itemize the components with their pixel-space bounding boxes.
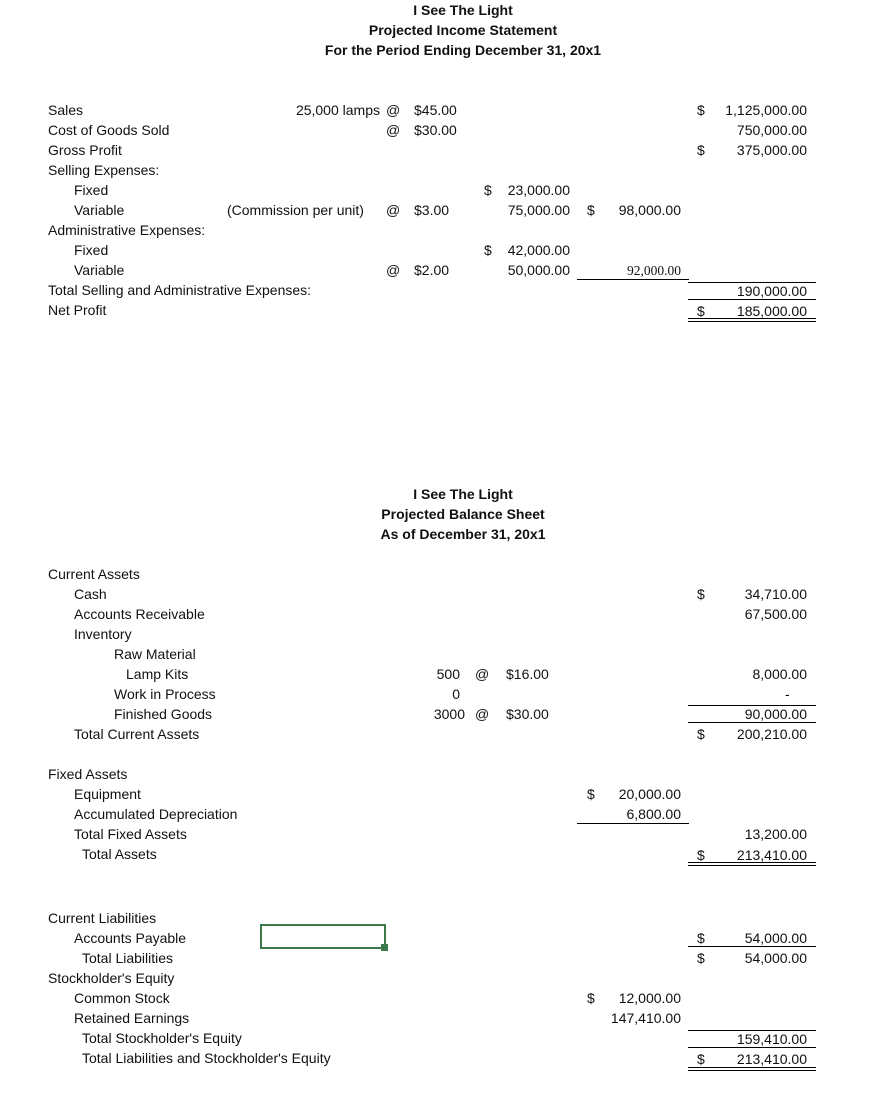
dollar-sign: $ [697, 586, 705, 602]
wip-label: Work in Process [114, 686, 216, 702]
wip-qty: 0 [452, 686, 460, 702]
at-sign: @ [475, 706, 490, 722]
dollar-sign: $ [697, 930, 705, 946]
admin-fixed-amount: 42,000.00 [507, 242, 570, 258]
equipment-label: Equipment [74, 786, 141, 802]
lamp-kits-qty: 500 [436, 666, 460, 682]
tca-label: Total Current Assets [74, 726, 200, 742]
cash-amount: 34,710.00 [744, 586, 807, 602]
dollar-sign: $ [697, 726, 705, 742]
dollar-sign: $ [587, 202, 595, 218]
at-sign: @ [386, 202, 401, 218]
total-sa-amount: 190,000.00 [736, 283, 807, 299]
gross-profit-total: 375,000.00 [736, 142, 807, 158]
at-sign: @ [386, 102, 401, 118]
balance-sheet-title: Projected Balance Sheet [381, 506, 545, 522]
selling-fixed-amount: 23,000.00 [507, 182, 570, 198]
finished-goods-qty: 3000 [433, 706, 465, 722]
selling-variable-amount: 75,000.00 [507, 202, 570, 218]
equipment-amount: 20,000.00 [618, 786, 681, 802]
double-underline [688, 1067, 816, 1068]
selected-cell[interactable] [260, 924, 386, 949]
ar-label: Accounts Receivable [74, 606, 205, 622]
cogs-total: 750,000.00 [736, 122, 807, 138]
dollar-sign: $ [697, 142, 705, 158]
double-underline [688, 865, 816, 866]
lamp-kits-price: $16.00 [506, 666, 549, 682]
net-profit-total: 185,000.00 [736, 303, 807, 319]
underline [688, 1047, 816, 1048]
dollar-sign: $ [697, 950, 705, 966]
underline [577, 823, 689, 824]
fixed-assets-label: Fixed Assets [48, 766, 128, 782]
dollar-sign: $ [697, 102, 705, 118]
double-underline [688, 318, 816, 319]
cogs-label: Cost of Goods Sold [48, 122, 170, 138]
at-sign: @ [386, 122, 401, 138]
tfa-amount: 13,200.00 [744, 826, 807, 842]
admin-total: 92,000.00 [627, 263, 681, 278]
dollar-sign: $ [697, 303, 705, 319]
net-profit-label: Net Profit [48, 302, 107, 318]
cash-label: Cash [74, 586, 107, 602]
income-period: For the Period Ending December 31, 20x1 [324, 42, 602, 58]
admin-variable-amount: 50,000.00 [507, 262, 570, 278]
dollar-sign: $ [697, 1051, 705, 1067]
current-liabilities-label: Current Liabilities [48, 910, 157, 926]
current-assets-label: Current Assets [48, 566, 140, 582]
ap-amount: 54,000.00 [744, 930, 807, 946]
cogs-price: $30.00 [414, 122, 457, 138]
lamp-kits-label: Lamp Kits [126, 666, 189, 682]
dollar-sign: $ [587, 786, 595, 802]
selling-fixed-label: Fixed [74, 182, 109, 198]
income-company-title: I See The Light [413, 2, 513, 18]
fill-handle[interactable] [381, 944, 388, 951]
balance-company-title: I See The Light [413, 486, 513, 502]
gross-profit-label: Gross Profit [48, 142, 122, 158]
retained-earnings-amount: 147,410.00 [610, 1010, 681, 1026]
finished-goods-price: $30.00 [506, 706, 549, 722]
stockholders-equity-label: Stockholder's Equity [48, 970, 175, 986]
tlse-label: Total Liabilities and Stockholder's Equity [82, 1050, 331, 1066]
selling-expenses-label: Selling Expenses: [48, 162, 160, 178]
finished-goods-amount: 90,000.00 [744, 706, 807, 722]
raw-material-label: Raw Material [114, 646, 196, 662]
double-underline [688, 321, 816, 322]
tse-label: Total Stockholder's Equity [82, 1030, 242, 1046]
total-sa-label: Total Selling and Administrative Expenses: [48, 282, 312, 298]
ta-amount: 213,410.00 [736, 847, 807, 863]
selling-total: 98,000.00 [618, 202, 681, 218]
sales-label: Sales [48, 102, 84, 118]
sales-total: 1,125,000.00 [725, 102, 807, 118]
accum-depr-amount: 6,800.00 [626, 806, 681, 822]
admin-expenses-label: Administrative Expenses: [48, 222, 206, 238]
balance-asof: As of December 31, 20x1 [380, 526, 546, 542]
sales-quantity: 25,000 lamps [295, 102, 380, 118]
finished-goods-label: Finished Goods [114, 706, 213, 722]
income-statement-title: Projected Income Statement [368, 22, 558, 38]
admin-variable-label: Variable [74, 262, 125, 278]
at-sign: @ [386, 262, 401, 278]
underline [688, 722, 816, 723]
dollar-sign: $ [587, 990, 595, 1006]
tfa-label: Total Fixed Assets [74, 826, 187, 842]
lamp-kits-amount: 8,000.00 [752, 666, 807, 682]
commission-note: (Commission per unit) [227, 202, 364, 218]
dollar-sign: $ [484, 242, 492, 258]
dollar-sign: $ [697, 847, 705, 863]
dollar-sign: $ [484, 182, 492, 198]
selling-variable-label: Variable [74, 202, 125, 218]
underline [577, 279, 689, 280]
ar-amount: 67,500.00 [744, 606, 807, 622]
retained-earnings-label: Retained Earnings [74, 1010, 190, 1026]
tlse-amount: 213,410.00 [736, 1051, 807, 1067]
common-stock-amount: 12,000.00 [618, 990, 681, 1006]
tse-amount: 159,410.00 [736, 1031, 807, 1047]
at-sign: @ [475, 666, 490, 682]
admin-fixed-label: Fixed [74, 242, 109, 258]
inventory-label: Inventory [74, 626, 132, 642]
tl-label: Total Liabilities [82, 950, 174, 966]
commission-rate: $3.00 [414, 202, 450, 218]
accum-depr-label: Accumulated Depreciation [74, 806, 238, 822]
ap-label: Accounts Payable [74, 930, 187, 946]
underline [688, 946, 816, 947]
tl-amount: 54,000.00 [744, 950, 807, 966]
double-underline [688, 1070, 816, 1071]
double-underline [688, 862, 816, 863]
admin-rate: $2.00 [414, 262, 450, 278]
underline [688, 299, 816, 300]
sales-price: $45.00 [414, 102, 457, 118]
wip-amount: - [785, 686, 790, 702]
tca-amount: 200,210.00 [736, 726, 807, 742]
common-stock-label: Common Stock [74, 990, 170, 1006]
ta-label: Total Assets [82, 846, 157, 862]
